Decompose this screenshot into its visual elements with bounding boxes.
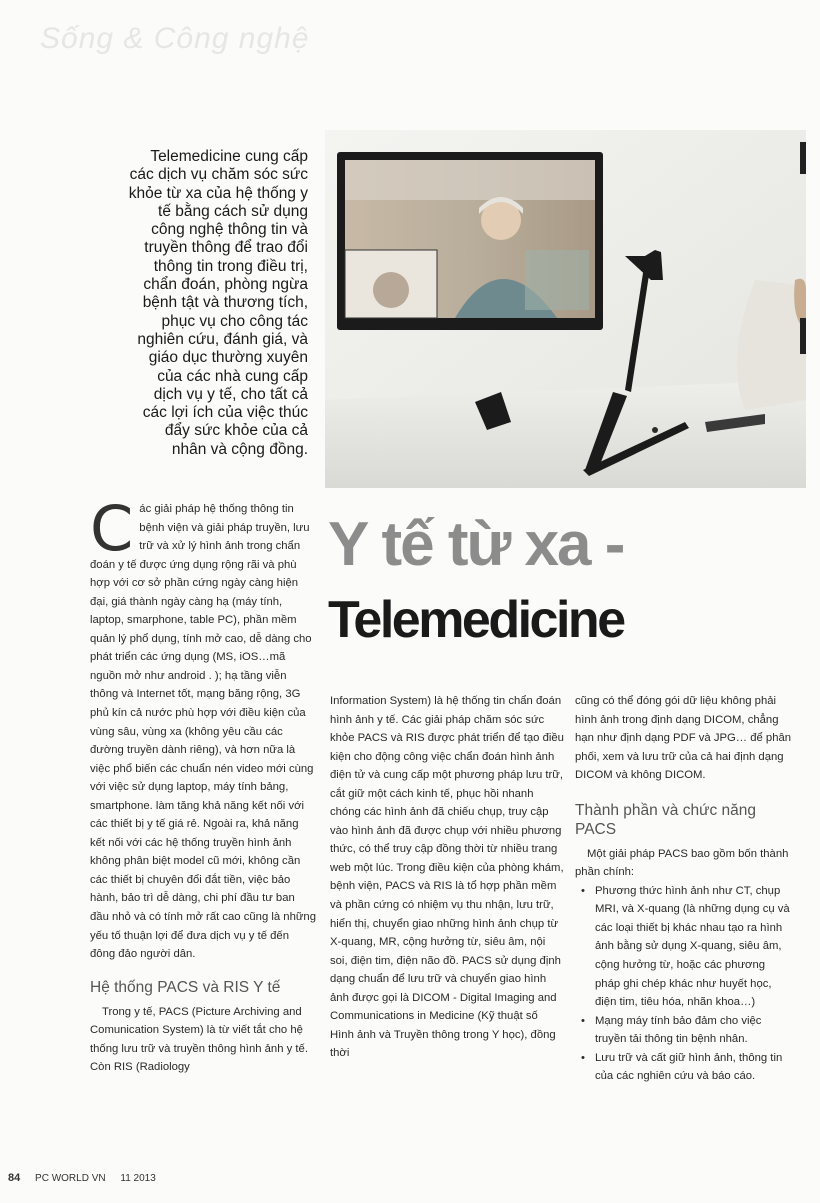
column-1-body-2: Trong y tế, PACS (Picture Archiving and Comunication System) là từ viết tắt cho hệ thống lưu trữ và truyền thông hình ảnh y tế. Còn RIS (Radiology — [90, 1005, 308, 1074]
column-1 — [90, 492, 316, 1077]
subhead-pacs-ris: Hệ thống PACS và RIS Y tế — [90, 978, 281, 996]
spine-mark — [800, 142, 806, 174]
spine-mark — [800, 318, 806, 354]
list-item: • Lưu trữ và cất giữ hình ảnh, thông tin của các nghiên cứu và báo cáo. — [575, 1049, 793, 1086]
title-line-1: Y tế từ xa - — [328, 510, 624, 579]
section-watermark: Sống & Công nghệ — [40, 22, 310, 55]
telemedicine-photo — [325, 130, 806, 488]
column-3-body: cũng có thể đóng gói dữ liệu không phải hình ảnh trong định dạng DICOM, chẳng hạn như định dạng PDF và JPG… để phân phối, xem và lưu trữ của cả hai định dạng DICOM và không DICOM. — [575, 695, 792, 782]
hero-photo — [325, 130, 806, 488]
issue-date: 11 2013 — [120, 1173, 156, 1184]
column-3-lead: Một giải pháp PACS bao gồm bốn thành phần chính: — [575, 847, 789, 879]
magazine-name: PC WORLD VN — [35, 1173, 106, 1184]
list-item: • Mạng máy tính bảo đảm cho việc truyền tải thông tin bệnh nhân. — [575, 1012, 793, 1049]
title-line-2: Telemedicine — [328, 591, 624, 649]
column-1-paragraph — [90, 492, 316, 964]
page-number: 84 — [8, 1172, 21, 1184]
subhead-pacs-components: Thành phần và chức năng PACS — [575, 801, 757, 838]
column-3 — [575, 692, 793, 1086]
column-2-body: Information System) là hệ thống tin chẩn đoán hình ảnh y tế. Các giải pháp chăm sóc sức khỏe PACS và RIS được phát triển để tạo điều kiện cho động công việc chẩn đoán hình ảnh điện tử và cung cấp một phương pháp lưu trữ, cắt giữ một cách kinh tế, phục hồi nhanh chóng các hình ảnh đã chiếu chụp, truy cập vào hình ảnh đã được chụp với nhiều phương thức, có thể truy cập đồng thời từ nhiều trang web một lúc. Trong điều kiện của phòng khám, bệnh viện, PACS và RIS là tổ hợp phần mềm và phần cứng có nhiệm vụ thu nhận, lưu trữ, hiển thị, chuyển giao những hình ảnh chụp từ X-quang, MR, cộng hưởng từ, siêu âm, nội soi, điện tim, điện não đồ. PACS sử dụng định dạng chuẩn để lưu trữ và chuyển giao hình ảnh được gọi là DICOM - Digital Imaging and Communications in Medicine (Kỹ thuật số Hình ảnh và Truyền thông trong Y học), đồng thời — [330, 695, 564, 1060]
list-item: • Phương thức hình ảnh như CT, chụp MRI, và X-quang (là những dụng cụ và các loại thiết bị khác nhau tạo ra hình ảnh bằng sử dụng X-quang, siêu âm, cộng hưởng từ, hoặc các phương pháp ghi chép khác như huyết học, điện tim, tiêu hóa, nhãn khoa…) — [575, 882, 793, 1012]
article-title — [328, 510, 624, 649]
column-1-body: ác giải pháp hệ thống thông tin bệnh viện và giải pháp truyền, lưu trữ và xử lý hình ảnh trong chẩn đoán y tế được ứng dụng rộng rãi và phù hợp với cơ sở phần cứng ngày càng hiện đại, giá thành ngày càng hạ (máy tính, laptop, smarphone, table PC), phần mềm quản lý phổ dụng, tính mở cao, dễ dàng cho phát triển các ứng dụng (MS, iOS…mã nguồn mở như android . ); hạ tầng viễn thông và Internet tốt, mạng băng rộng, 3G phủ kín cả nước phù hợp với điều kiện của vùng sâu, vùng xa (không yêu cầu các đường truyền dành riêng), và hơn nữa là việc phổ biến các chuẩn nén video mới cùng với việc sử dụng laptop, máy tính bảng, smartphone. làm tăng khả năng kết nối với các thiết bị y tế giá rẻ. Ngoài ra, khả năng kết nối với các hệ thống truyền hình ảnh không phân biệt model cũ mới, không cần các thiết bị chuyên đổi đắt tiền, việc bảo hành, bảo trì dễ dàng, chi phí đầu tư ban đầu nhỏ và có tính mở rất cao cũng là những yếu tố thuận lợi để đưa dịch vụ y tế đến đông đảo người dân. — [90, 503, 316, 961]
component-list — [575, 882, 793, 1086]
page-footer — [8, 1172, 168, 1184]
drop-cap: C — [90, 492, 134, 565]
intro-text: Telemedicine cung cấp các dịch vụ chăm sóc sức khỏe từ xa của hệ thống y tế bằng cách sử dụng công nghệ thông tin và truyền thông để trao đổi thông tin trong điều trị, chẩn đoán, phòng ngừa bệnh tật và thương tích, phục vụ cho công tác nghiên cứu, đánh giá, và giáo dục thường xuyên của các nhà cung cấp dịch vụ y tế, cho tất cả các lợi ích của việc thúc đẩy sức khỏe của cả nhân và cộng đồng. — [128, 148, 308, 458]
column-2 — [330, 692, 564, 1063]
